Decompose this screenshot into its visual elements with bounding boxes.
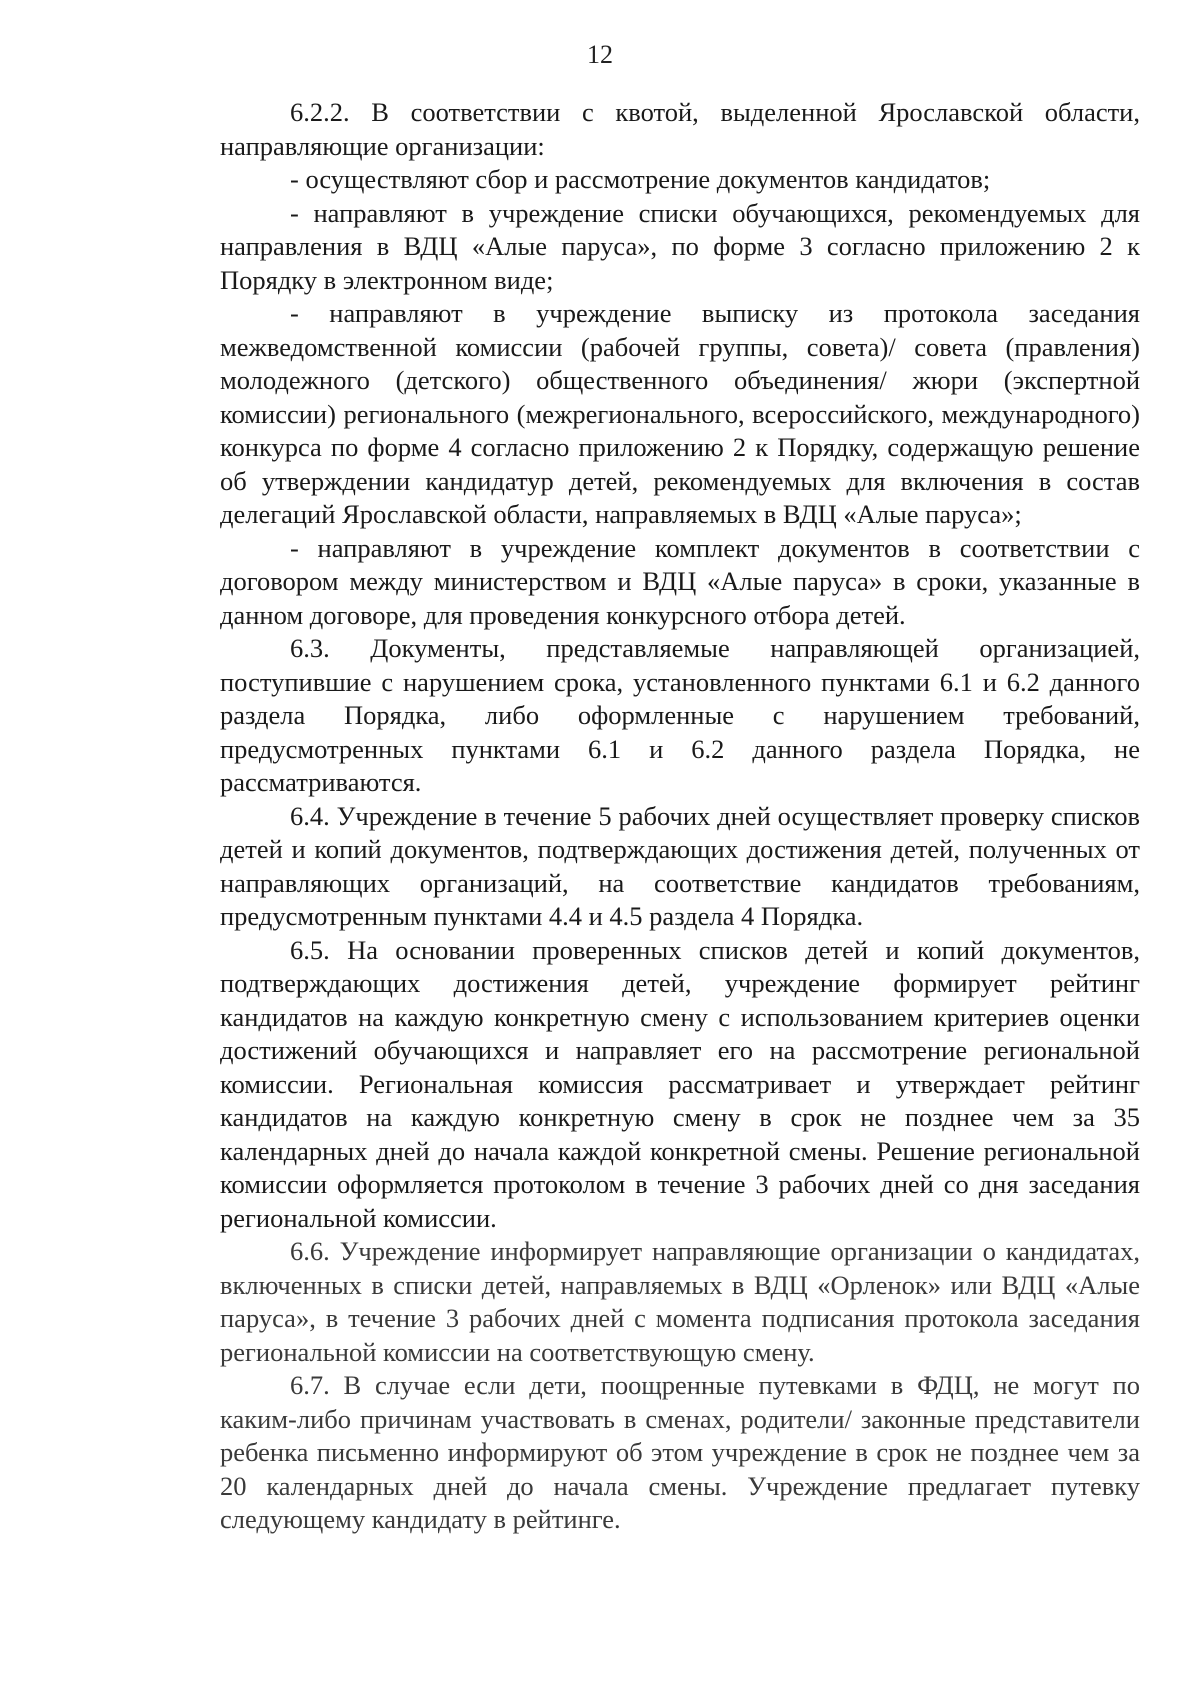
paragraph-6-3: 6.3. Документы, представляемые направляющей организацией, поступившие с нарушением срока, установленного пунктами 6.1 и 6.2 данного раздела Порядка, либо оформленные с нарушением требований, предусмотренных пунктами 6.1 и 6.2 данного раздела Порядка, не рассматриваются.: [220, 633, 1140, 797]
list-item-send-student-lists: - направляют в учреждение списки обучающихся, рекомендуемых для направления в ВДЦ «Алые паруса», по форме 3 согласно приложению 2 к Порядку в электронном виде;: [220, 197, 1140, 295]
document-body: [220, 96, 1140, 1537]
paragraph-6-2-2: 6.2.2. В соответствии с квотой, выделенной Ярославской области, направляющие организации:: [220, 97, 1140, 161]
list-item-send-protocol-extract: - направляют в учреждение выписку из протокола заседания межведомственной комиссии (рабочей группы, совета)/ совета (правления) молодежного (детского) общественного объединения/ жюри (экспертной комиссии) регионального (межрегионального, всероссийского, международного) конкурса по форме 4 согласно приложению 2 к Порядку, содержащую решение об утверждении кандидатур детей, рекомендуемых для включения в состав делегаций Ярославской области, направляемых в ВДЦ «Алые паруса»;: [220, 298, 1140, 529]
paragraph-6-7: 6.7. В случае если дети, поощренные путевками в ФДЦ, не могут по каким-либо причинам участвовать в сменах, родители/ законные представители ребенка письменно информируют об этом учреждение в срок не позднее чем за 20 календарных дней до начала смены. Учреждение предлагает путевку следующему кандидату в рейтинге.: [220, 1370, 1140, 1534]
paragraph-6-4: 6.4. Учреждение в течение 5 рабочих дней осуществляет проверку списков детей и копий документов, подтверждающих достижения детей, полученных от направляющих организаций, на соответствие кандидатов требованиям, предусмотренным пунктами 4.4 и 4.5 раздела 4 Порядка.: [220, 800, 1140, 931]
page-number: 12: [587, 40, 613, 69]
paragraph-6-6: 6.6. Учреждение информирует направляющие организации о кандидатах, включенных в списки детей, направляемых в ВДЦ «Орленок» или ВДЦ «Алые паруса», в течение 3 рабочих дней с момента подписания протокола заседания региональной комиссии на соответствующую смену.: [220, 1236, 1140, 1367]
list-item-send-document-set: - направляют в учреждение комплект документов в соответствии с договором между министерством и ВДЦ «Алые паруса» в сроки, указанные в данном договоре, для проведения конкурсного отбора детей.: [220, 532, 1140, 630]
list-item-collect-documents: - осуществляют сбор и рассмотрение документов кандидатов;: [290, 164, 991, 194]
paragraph-6-5: 6.5. На основании проверенных списков детей и копий документов, подтверждающих достижения детей, учреждение формирует рейтинг кандидатов на каждую конкретную смену с использованием критериев оценки достижений обучающихся и направляет его на рассмотрение региональной комиссии. Региональная комиссия рассматривает и утверждает рейтинг кандидатов на каждую конкретную смену в срок не позднее чем за 35 календарных дней до начала каждой конкретной смены. Решение региональной комиссии оформляется протоколом в течение 3 рабочих дней со дня заседания региональной комиссии.: [220, 934, 1140, 1233]
